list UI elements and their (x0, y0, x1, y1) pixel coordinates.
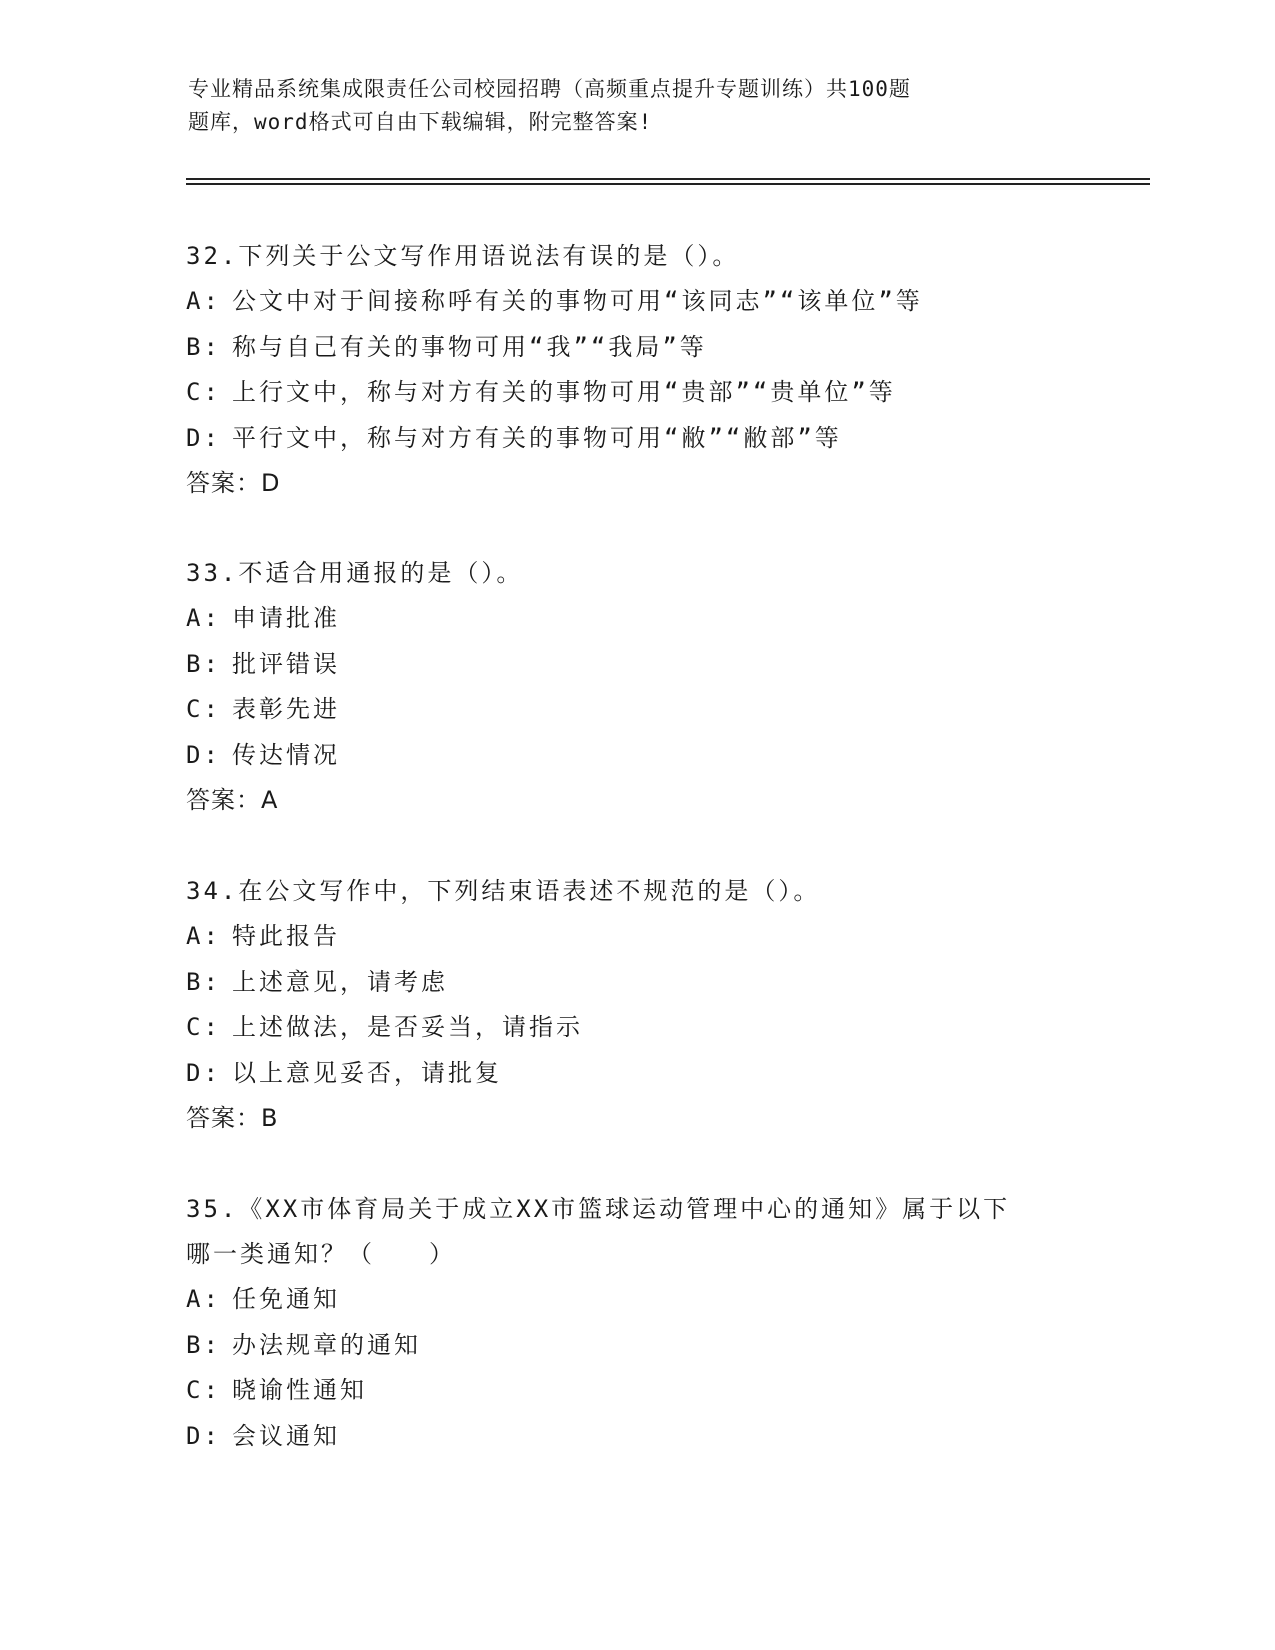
option-c (186, 1368, 1086, 1414)
option-text: 晓谕性通知 (232, 1376, 367, 1404)
option-b (186, 642, 1086, 688)
question-stem-line-1: 35.《XX市体育局关于成立XX市篮球运动管理中心的通知》属于以下 (186, 1195, 1011, 1223)
option-key: B: (186, 967, 221, 996)
option-a (186, 596, 1086, 642)
answer-line: 答案：A (186, 786, 279, 814)
question-stem (186, 1187, 1086, 1277)
header-divider-bottom (186, 183, 1150, 185)
option-key: A: (186, 922, 221, 950)
option-key: D: (186, 740, 221, 769)
option-text: 平行文中，称与对方有关的事物可用“敝”“敝部”等 (232, 423, 842, 452)
document-header (188, 73, 1048, 139)
question-35 (186, 1187, 1086, 1459)
question-stem: 34.在公文写作中，下列结束语表述不规范的是（）。 (186, 877, 821, 905)
option-b (186, 325, 1086, 371)
option-key: D: (186, 1058, 221, 1087)
option-text: 申请批准 (232, 604, 340, 632)
option-key: A: (186, 1285, 221, 1313)
option-text: 公文中对于间接称呼有关的事物可用“该同志”“该单位”等 (232, 287, 923, 315)
question-stem: 33.不适合用通报的是（）。 (186, 559, 524, 587)
option-a (186, 914, 1086, 960)
question-33 (186, 551, 1086, 823)
option-b (186, 960, 1086, 1006)
question-34 (186, 869, 1086, 1141)
question-stem-line-2: 哪一类通知？（ ） (186, 1240, 456, 1268)
option-text: 特此报告 (232, 922, 340, 950)
option-key: A: (186, 604, 221, 632)
option-c (186, 370, 1086, 416)
option-a (186, 1277, 1086, 1323)
option-text: 以上意见妥否，请批复 (232, 1058, 502, 1087)
option-text: 办法规章的通知 (232, 1330, 421, 1359)
option-d (186, 733, 1086, 779)
option-text: 批评错误 (232, 649, 340, 678)
question-stem: 32.下列关于公文写作用语说法有误的是（）。 (186, 242, 740, 270)
option-d (186, 416, 1086, 462)
option-key: C: (186, 378, 221, 406)
option-a (186, 279, 1086, 325)
option-text: 上述做法，是否妥当，请指示 (232, 1013, 583, 1041)
option-key: B: (186, 649, 221, 678)
option-c (186, 687, 1086, 733)
answer-line: 答案：B (186, 1104, 279, 1132)
option-text: 上行文中，称与对方有关的事物可用“贵部”“贵单位”等 (232, 378, 896, 406)
option-key: C: (186, 1013, 221, 1041)
option-text: 表彰先进 (232, 695, 340, 723)
option-key: C: (186, 1376, 221, 1404)
option-c (186, 1005, 1086, 1051)
option-text: 称与自己有关的事物可用“我”“我局”等 (232, 332, 707, 361)
option-d (186, 1051, 1086, 1097)
question-32 (186, 234, 1086, 506)
option-d (186, 1414, 1086, 1460)
option-key: D: (186, 423, 221, 452)
option-text: 传达情况 (232, 740, 340, 769)
option-key: B: (186, 1330, 221, 1359)
option-b (186, 1323, 1086, 1369)
header-divider-top (186, 178, 1150, 180)
option-key: A: (186, 287, 221, 315)
option-key: D: (186, 1421, 221, 1450)
answer-line: 答案：D (186, 469, 281, 497)
option-text: 任免通知 (232, 1285, 340, 1313)
option-key: B: (186, 332, 221, 361)
header-line-1: 专业精品系统集成限责任公司校园招聘（高频重点提升专题训练）共100题 (188, 77, 911, 101)
option-text: 上述意见，请考虑 (232, 967, 448, 996)
option-text: 会议通知 (232, 1421, 340, 1450)
option-key: C: (186, 695, 221, 723)
header-line-2: 题库，word格式可自由下载编辑，附完整答案! (188, 110, 653, 134)
